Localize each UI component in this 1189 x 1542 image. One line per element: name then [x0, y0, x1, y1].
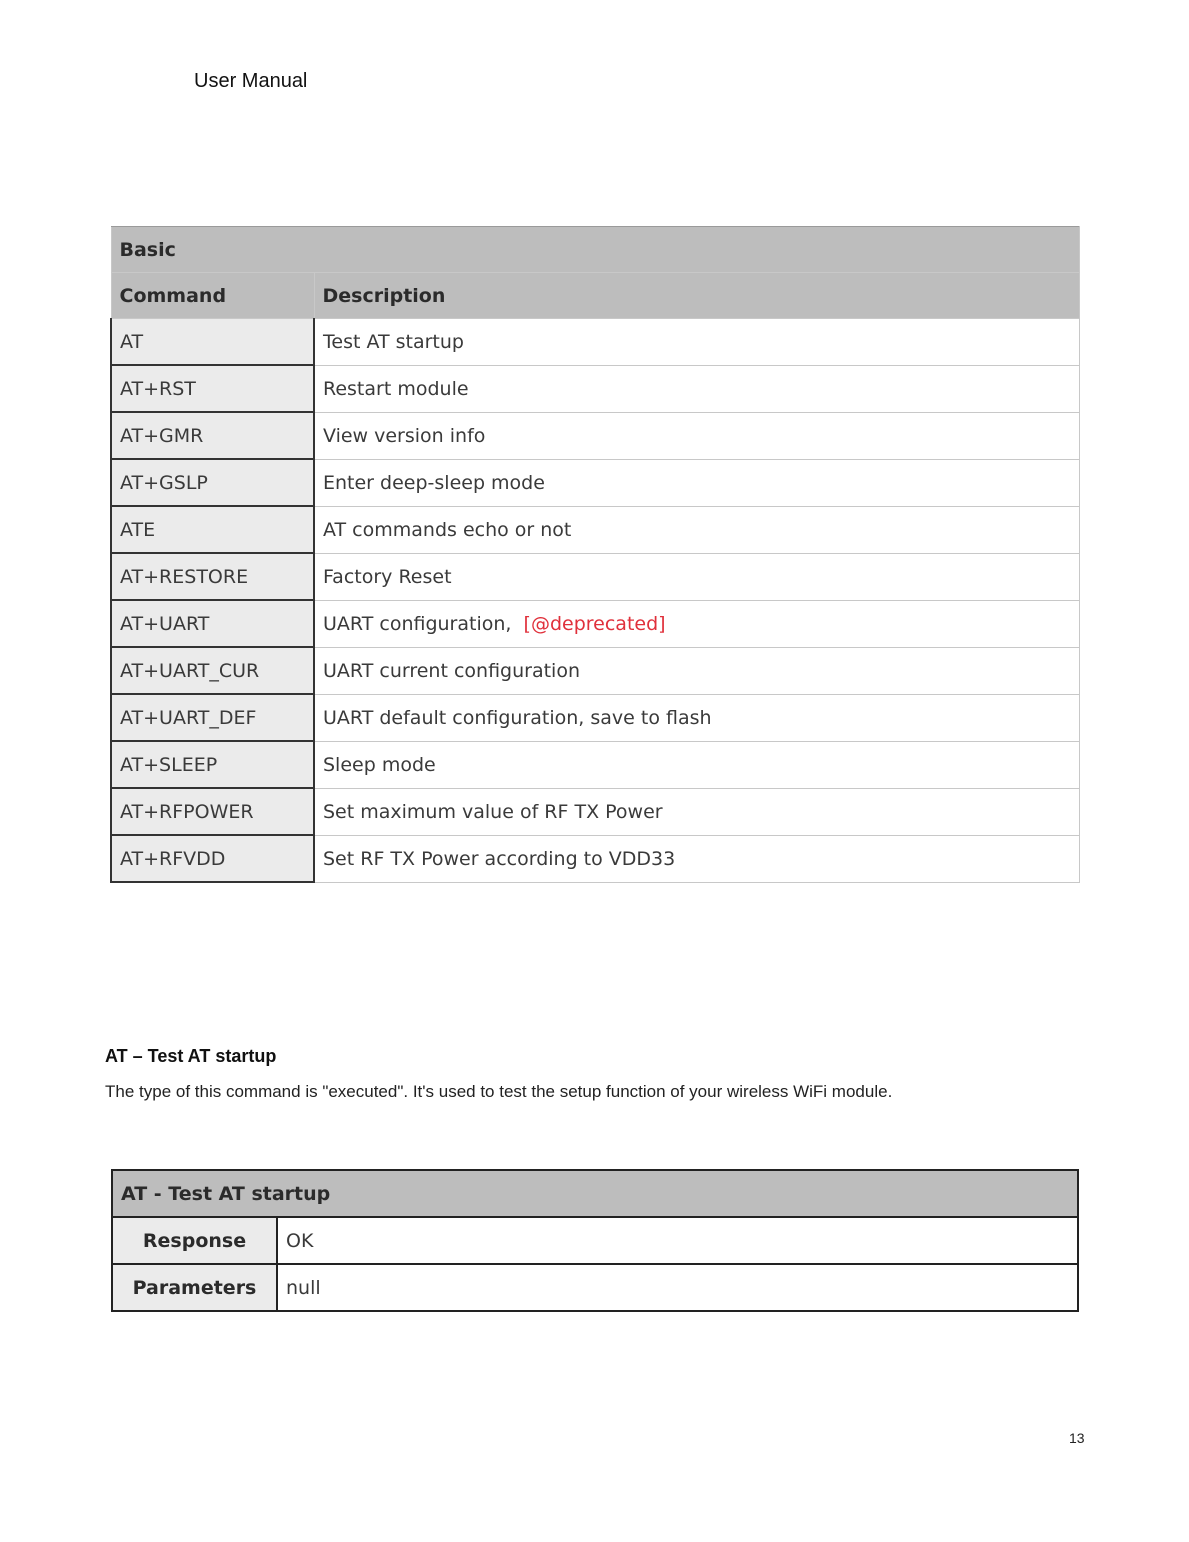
command-cell: AT+UART	[111, 600, 314, 647]
command-cell: AT+UART_CUR	[111, 647, 314, 694]
table-row	[111, 694, 1080, 741]
parameters-value: null	[277, 1264, 1078, 1311]
command-cell: AT+SLEEP	[111, 741, 314, 788]
table-row	[111, 788, 1080, 835]
command-cell: AT+GSLP	[111, 459, 314, 506]
response-value: OK	[277, 1217, 1078, 1264]
at-command-table	[111, 1169, 1079, 1312]
basic-commands-table	[110, 226, 1080, 883]
table-row	[111, 459, 1080, 506]
document-header-title: User Manual	[194, 70, 308, 92]
description-cell: Set RF TX Power according to VDD33	[314, 835, 1080, 882]
command-cell: AT+GMR	[111, 412, 314, 459]
deprecated-tag: [@deprecated]	[523, 612, 666, 635]
command-cell: AT+RESTORE	[111, 553, 314, 600]
description-cell: UART default configuration, save to flash	[314, 694, 1080, 741]
command-cell: ATE	[111, 506, 314, 553]
command-cell: AT	[111, 319, 314, 366]
command-cell: AT+RFVDD	[111, 835, 314, 882]
table-row	[112, 1264, 1078, 1311]
table-row	[111, 365, 1080, 412]
table-banner: AT - Test AT startup	[112, 1170, 1078, 1217]
table-row	[111, 600, 1080, 647]
parameters-label: Parameters	[112, 1264, 277, 1311]
description-cell: Sleep mode	[314, 741, 1080, 788]
description-cell: Factory Reset	[314, 553, 1080, 600]
table-row	[111, 412, 1080, 459]
column-header-command: Command	[111, 273, 314, 319]
description-cell: Enter deep-sleep mode	[314, 459, 1080, 506]
table-banner: Basic	[111, 227, 1080, 273]
description-cell: Test AT startup	[314, 319, 1080, 366]
table-row	[111, 319, 1080, 366]
description-cell: Set maximum value of RF TX Power	[314, 788, 1080, 835]
description-cell: AT commands echo or not	[314, 506, 1080, 553]
table-row	[111, 741, 1080, 788]
description-cell: Restart module	[314, 365, 1080, 412]
description-cell: UART current configuration	[314, 647, 1080, 694]
command-cell: AT+RST	[111, 365, 314, 412]
section-body: The type of this command is "executed". It's used to test the setup function of your wireless WiFi module.	[105, 1082, 893, 1101]
table-row	[111, 835, 1080, 882]
description-cell: View version info	[314, 412, 1080, 459]
section-title: AT – Test AT startup	[105, 1046, 277, 1066]
description-cell: UART configuration, [@deprecated]	[314, 600, 1080, 647]
command-cell: AT+RFPOWER	[111, 788, 314, 835]
table-row	[112, 1217, 1078, 1264]
page-number: 13	[1069, 1430, 1085, 1446]
column-header-description: Description	[314, 273, 1080, 319]
table-row	[111, 647, 1080, 694]
table-row	[111, 553, 1080, 600]
command-cell: AT+UART_DEF	[111, 694, 314, 741]
response-label: Response	[112, 1217, 277, 1264]
table-row	[111, 506, 1080, 553]
